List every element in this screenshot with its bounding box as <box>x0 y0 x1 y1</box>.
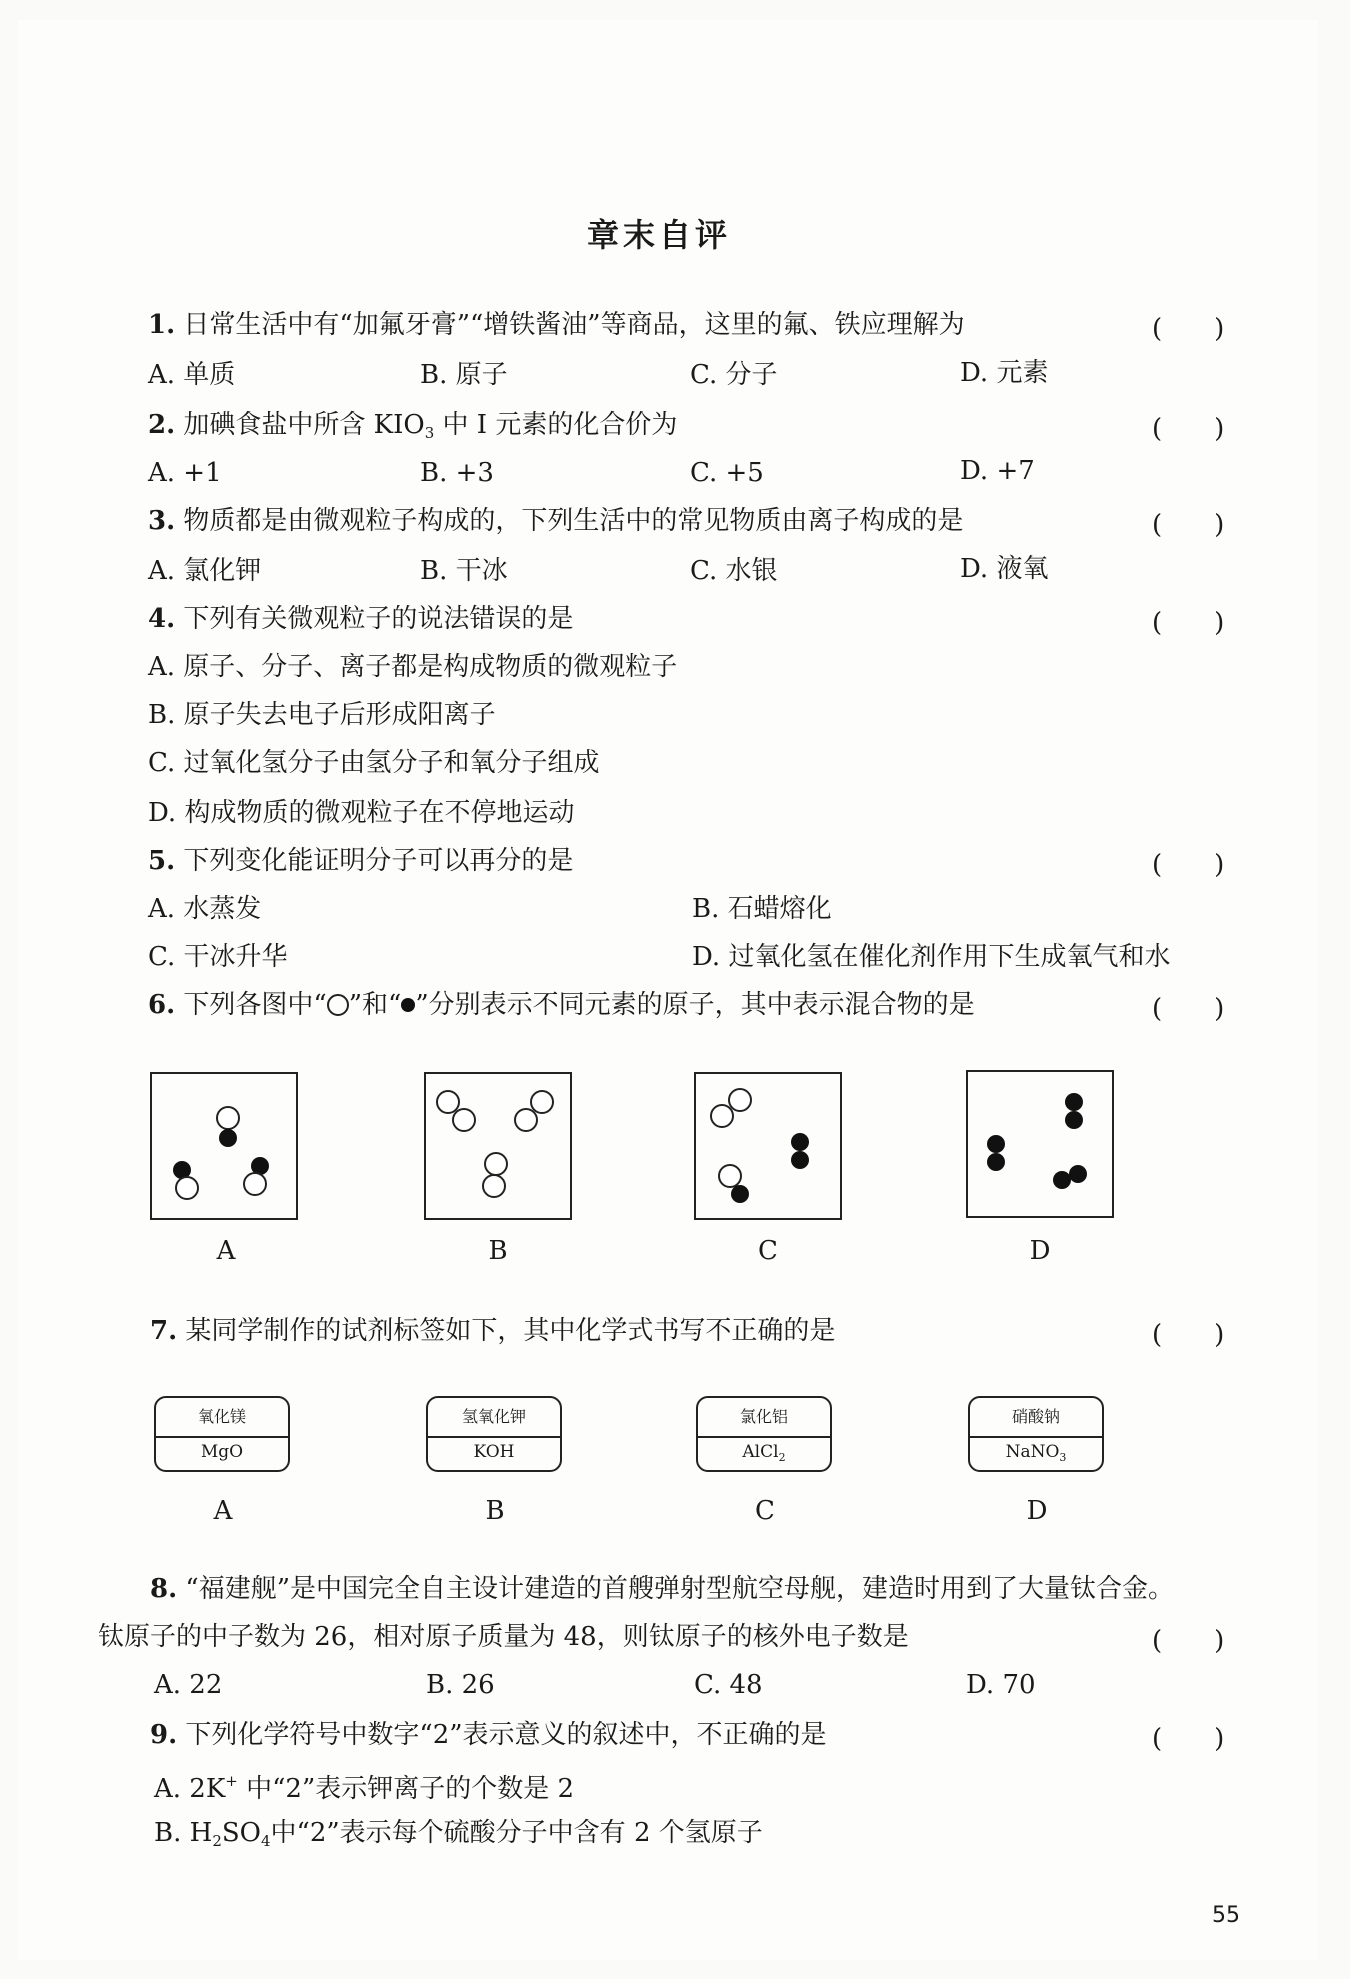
particle-diagram-b <box>424 1072 572 1220</box>
question-number: 3. <box>148 506 176 536</box>
option-a: A. 原子、分子、离子都是构成物质的微观粒子 <box>148 652 678 682</box>
question-3 <box>148 504 963 538</box>
answer-blank-1: ( ) <box>1152 314 1225 344</box>
option-c: C. 水银 <box>690 556 778 586</box>
question-text: 日常生活中有“加氟牙膏”“增铁酱油”等商品，这里的氟、铁应理解为 <box>183 310 965 340</box>
answer-blank-3: ( ) <box>1152 510 1225 540</box>
question-text: ”和“ <box>348 990 402 1020</box>
question-number: 7. <box>150 1316 178 1346</box>
question-number: 4. <box>148 604 176 634</box>
question-number: 9. <box>150 1720 178 1750</box>
option-a: A. 氯化钾 <box>148 556 262 586</box>
option-d: D. +7 <box>960 456 1035 486</box>
reagent-formula: AlCl$_2$ <box>742 1442 786 1464</box>
option-c: C. 48 <box>694 1670 763 1700</box>
answer-blank-8: ( ) <box>1152 1626 1225 1656</box>
question-6 <box>148 988 975 1022</box>
question-text: 下列变化能证明分子可以再分的是 <box>183 846 574 876</box>
page-number: 55 <box>1212 1903 1240 1928</box>
open-circle-icon <box>327 994 349 1016</box>
option-a: A. 水蒸发 <box>148 894 262 924</box>
question-8-line-1 <box>150 1572 1174 1606</box>
label-divider <box>698 1436 830 1438</box>
reagent-name: 氧化镁 <box>197 1407 246 1426</box>
figure-label-a: A <box>216 1236 236 1266</box>
question-8-line-2: 钛原子的中子数为 26，相对原子质量为 48，则钛原子的核外电子数是 <box>98 1622 909 1652</box>
reagent-formula: KOH <box>473 1442 515 1462</box>
question-number: 6. <box>148 990 176 1020</box>
option-d: D. 液氧 <box>960 554 1049 584</box>
label-divider <box>428 1436 560 1438</box>
label-letter-d: D <box>1026 1496 1048 1526</box>
question-2 <box>148 408 677 450</box>
reagent-name: 氯化铝 <box>739 1407 788 1426</box>
option-b: B. 原子失去电子后形成阳离子 <box>148 700 496 730</box>
answer-blank-6: ( ) <box>1152 994 1225 1024</box>
option-c: C. 干冰升华 <box>148 942 288 972</box>
question-number: 2. <box>148 410 176 440</box>
answer-blank-9: ( ) <box>1152 1724 1225 1754</box>
answer-blank-2: ( ) <box>1152 414 1225 444</box>
figure-label-d: D <box>1029 1236 1051 1266</box>
label-letter-a: A <box>213 1496 233 1526</box>
option-a: A. +1 <box>148 458 222 488</box>
question-text: ”分别表示不同元素的原子，其中表示混合物的是 <box>415 990 975 1020</box>
question-text: “福建舰”是中国完全自主设计建造的首艘弹射型航空母舰，建造时用到了大量钛合金。 <box>185 1574 1175 1604</box>
reagent-formula: NaNO$_3$ <box>1005 1442 1067 1464</box>
question-text: 下列有关微观粒子的说法错误的是 <box>183 604 574 634</box>
particle-diagram-a <box>150 1072 298 1220</box>
question-text: 中 I 元素的化合价为 <box>434 410 678 440</box>
question-number: 5. <box>148 846 176 876</box>
answer-blank-5: ( ) <box>1152 850 1225 880</box>
figure-label-c: C <box>758 1236 778 1266</box>
reagent-label-c <box>696 1396 832 1472</box>
question-1 <box>148 308 965 342</box>
question-number: 1. <box>148 310 176 340</box>
option-d: D. 元素 <box>960 358 1049 388</box>
option-a: A. 22 <box>154 1670 223 1700</box>
question-7 <box>150 1314 835 1348</box>
particle-diagram-c <box>694 1072 842 1220</box>
answer-blank-4: ( ) <box>1152 608 1225 638</box>
option-c: C. 分子 <box>690 360 778 390</box>
label-letter-c: C <box>755 1496 775 1526</box>
option-d: D. 70 <box>966 1670 1036 1700</box>
answer-blank-7: ( ) <box>1152 1320 1225 1350</box>
question-text: 物质都是由微观粒子构成的，下列生活中的常见物质由离子构成的是 <box>183 506 964 536</box>
option-a: A. 单质 <box>148 360 236 390</box>
option-d: D. 过氧化氢在催化剂作用下生成氧气和水 <box>692 942 1171 972</box>
filled-circle-icon <box>401 998 415 1012</box>
reagent-label-b <box>426 1396 562 1472</box>
reagent-label-a <box>154 1396 290 1472</box>
question-text: 加碘食盐中所含 KIO <box>183 410 425 440</box>
reagent-label-d <box>968 1396 1104 1472</box>
option-b: B. 26 <box>426 1670 495 1700</box>
page-title: 章末自评 <box>586 216 731 254</box>
particle-diagram-d <box>966 1070 1114 1218</box>
option-c: C. 过氧化氢分子由氢分子和氧分子组成 <box>148 748 600 778</box>
option-c: C. +5 <box>690 458 764 488</box>
question-text: 某同学制作的试剂标签如下，其中化学式书写不正确的是 <box>185 1316 836 1346</box>
option-b: B. 原子 <box>420 360 508 390</box>
reagent-name: 氢氧化钾 <box>461 1407 526 1426</box>
option-d: D. 构成物质的微观粒子在不停地运动 <box>148 798 575 828</box>
option-b: B. 干冰 <box>420 556 508 586</box>
option-b: B. 石蜡熔化 <box>692 894 832 924</box>
question-number: 8. <box>150 1574 178 1604</box>
question-text: 下列化学符号中数字“2”表示意义的叙述中，不正确的是 <box>185 1720 827 1750</box>
label-letter-b: B <box>485 1496 505 1526</box>
option-a: A. 2K+ 中“2”表示钾离子的个数是 2 <box>154 1772 575 1804</box>
label-divider <box>156 1436 288 1438</box>
question-4 <box>148 602 573 636</box>
option-b: B. +3 <box>420 458 494 488</box>
reagent-name: 硝酸钠 <box>1011 1407 1060 1426</box>
question-5 <box>148 844 573 878</box>
reagent-formula: MgO <box>200 1442 244 1462</box>
option-b: B. $H_2SO_4$中“2”表示每个硫酸分子中含有 2 个氢原子 <box>154 1818 763 1850</box>
subscript: 3 <box>424 424 435 442</box>
label-divider <box>970 1436 1102 1438</box>
figure-label-b: B <box>488 1236 508 1266</box>
question-9 <box>150 1718 827 1752</box>
question-text: 下列各图中“ <box>183 990 327 1020</box>
